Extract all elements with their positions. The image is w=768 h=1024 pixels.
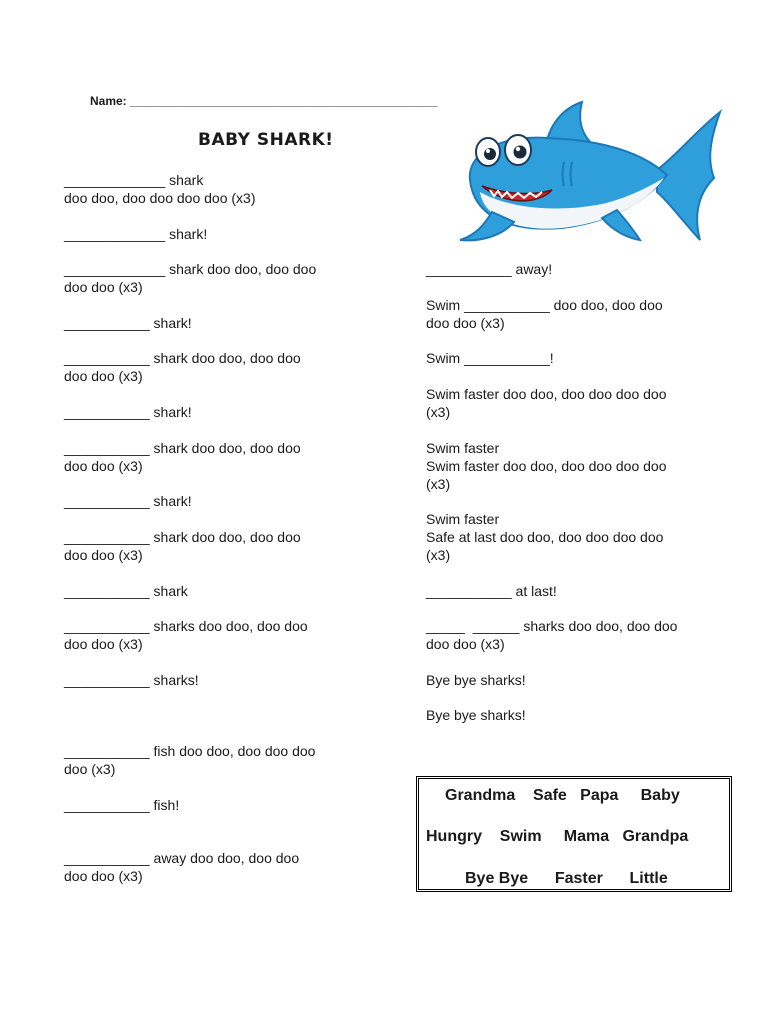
lyric-line: Swim faster [426,511,500,527]
lyric-line: Safe at last doo doo, doo doo doo doo [426,529,664,545]
lyric-line: ___________ shark! [64,404,192,420]
lyric-line: ___________ fish doo doo, doo doo doo [64,743,316,759]
lyric-line: doo (x3) [64,761,116,777]
lyric-line: doo doo (x3) [64,636,143,652]
lyric-line: Swim faster doo doo, doo doo doo doo [426,386,667,402]
word-bank-row: Bye Bye Faster Little [465,870,668,887]
lyric-line: _____________ shark [64,172,204,188]
page-title: BABY SHARK! [198,130,334,150]
word-bank-row: Hungry Swim Mama Grandpa [426,828,689,845]
lyric-line: ___________ at last! [426,583,557,599]
lyric-line: ___________ sharks doo doo, doo doo [64,618,308,634]
shark-lower-fin [602,210,640,240]
lyric-line: doo doo (x3) [64,868,143,884]
lyric-line: Swim faster [426,440,500,456]
lyric-line: ___________ shark [64,583,188,599]
lyric-line: ___________ shark doo doo, doo doo [64,350,301,366]
lyric-line: Bye bye sharks! [426,672,526,688]
lyric-line: Bye bye sharks! [426,707,526,723]
lyric-line: doo doo (x3) [426,636,505,652]
lyric-line: Swim faster doo doo, doo doo doo doo [426,458,667,474]
lyric-line: _____________ shark doo doo, doo doo [64,261,317,277]
lyric-line: _____________ shark! [64,226,208,242]
word-bank-row: Grandma Safe Papa Baby [445,787,680,804]
lyric-line: ___________ shark! [64,315,192,331]
lyric-line: ___________ away doo doo, doo doo [64,850,300,866]
lyric-line: doo doo, doo doo doo doo (x3) [64,190,256,206]
lyric-line: (x3) [426,404,451,420]
word-bank-box [416,776,732,892]
name-field-label: Name: ______________________________________________ [90,94,438,108]
lyric-line: doo doo (x3) [64,368,143,384]
lyric-line: ___________ shark doo doo, doo doo [64,440,301,456]
lyric-line: doo doo (x3) [64,547,143,563]
lyric-line: Swim ___________ doo doo, doo doo [426,297,663,313]
lyric-line: doo doo (x3) [426,315,505,331]
lyric-line: _____ ______ sharks doo doo, doo doo [426,618,678,634]
lyric-line: (x3) [426,476,451,492]
lyric-line: (x3) [426,547,451,563]
lyric-line: doo doo (x3) [64,279,143,295]
lyric-line: ___________ fish! [64,797,180,813]
lyric-line: Swim ___________! [426,350,554,366]
lyric-line: ___________ shark doo doo, doo doo [64,529,301,545]
lyric-line: ___________ away! [426,261,553,277]
shark-illustration [452,100,722,245]
lyric-line: ___________ shark! [64,493,192,509]
lyric-line: doo doo (x3) [64,458,143,474]
lyric-line: ___________ sharks! [64,672,199,688]
